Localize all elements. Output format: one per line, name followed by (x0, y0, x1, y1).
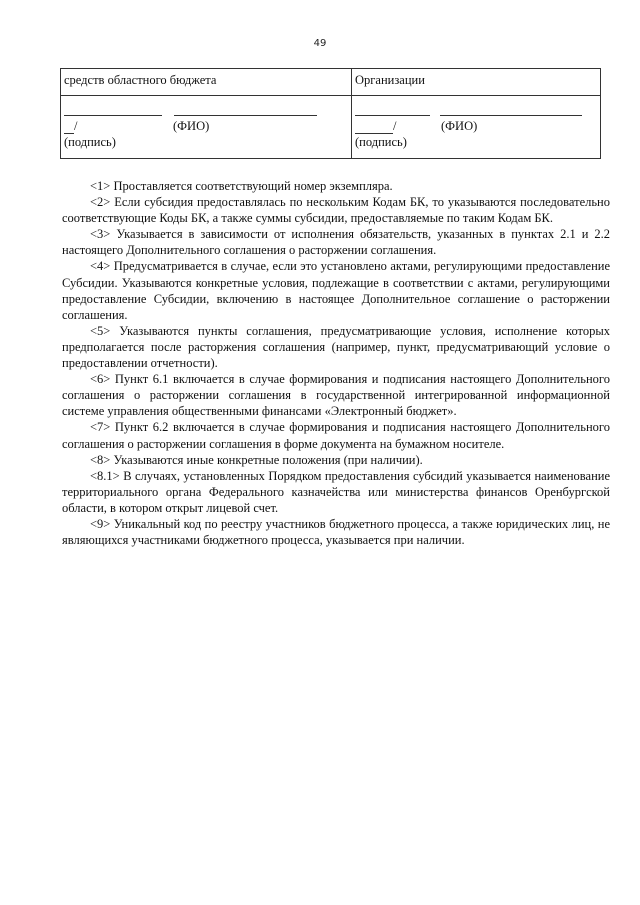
footnote: <8> Указываются иные конкретные положения (при наличии). (90, 452, 423, 467)
fio-label: (ФИО) (173, 119, 210, 133)
col2-signature-cell (352, 96, 601, 159)
col2-header: Организации (352, 69, 601, 96)
signature-line (64, 115, 162, 116)
signature-table (60, 68, 601, 159)
col1-signature-cell (61, 96, 352, 159)
footnote: <1> Проставляется соответствующий номер экземпляра. (90, 179, 393, 193)
footnotes (62, 178, 610, 548)
signature-line (355, 115, 430, 116)
footnote: <6> Пункт 6.1 включается в случае формирования и подписания настоящего Дополнительного соглашения о расторжении соглашения в государственной интегрированной информационной системе управления общественными финансами «Электронный бюджет». (62, 372, 610, 419)
footnote: <7> Пункт 6.2 включается в случае формирования и подписания настоящего Дополнительного соглашения о расторжении соглашения в форме документа на бумажном носителе. (62, 420, 610, 451)
footnote: <9> Уникальный код по реестру участников бюджетного процесса, а также юридических лиц, не являющихся участниками бюджетного процесса, указывается при наличии. (62, 516, 610, 548)
signature-label: (подпись) (355, 135, 407, 149)
signature-label: (подпись) (64, 135, 116, 149)
name-line (440, 115, 582, 116)
footnote: <3> Указывается в зависимости от исполнения обязательств, указанных в пунктах 2.1 и 2.2 настоящего Дополнительного соглашения о расторжении соглашения. (62, 227, 610, 258)
signature-slash: / (355, 119, 396, 134)
fio-label: (ФИО) (441, 119, 478, 133)
footnote: <8.1> В случаях, установленных Порядком предоставления субсидий указывается наименование территориального органа Федерального казначейства или министерства финансов Оренбургской области, в котором открыт лицевой счет. (62, 468, 610, 515)
footnote: <5> Указываются пункты соглашения, предусматривающие условия, исполнение которых предполагается после расторжения соглашения (например, пункт, предусматривающий условие о предоставлении отчетности). (62, 323, 610, 371)
col1-header: средств областного бюджета (61, 69, 352, 96)
footnote: <4> Предусматривается в случае, если это установлено актами, регулирующими предоставление Субсидии. Указываются конкретные условия, подлежащие в соответствии с актами, регулирующими предоставление Субсидии, включению в настоящее Дополнительное соглашение о расторжении соглашения. (62, 259, 610, 322)
name-line (174, 115, 317, 116)
footnote: <2> Если субсидия предоставлялась по нескольким Кодам БК, то указываются последовательно соответствующие Коды БК, а также суммы субсидии, предоставляемые по таким Кодам БК. (62, 195, 610, 226)
signature-slash: / (64, 119, 77, 134)
page-number: 49 (313, 38, 327, 49)
